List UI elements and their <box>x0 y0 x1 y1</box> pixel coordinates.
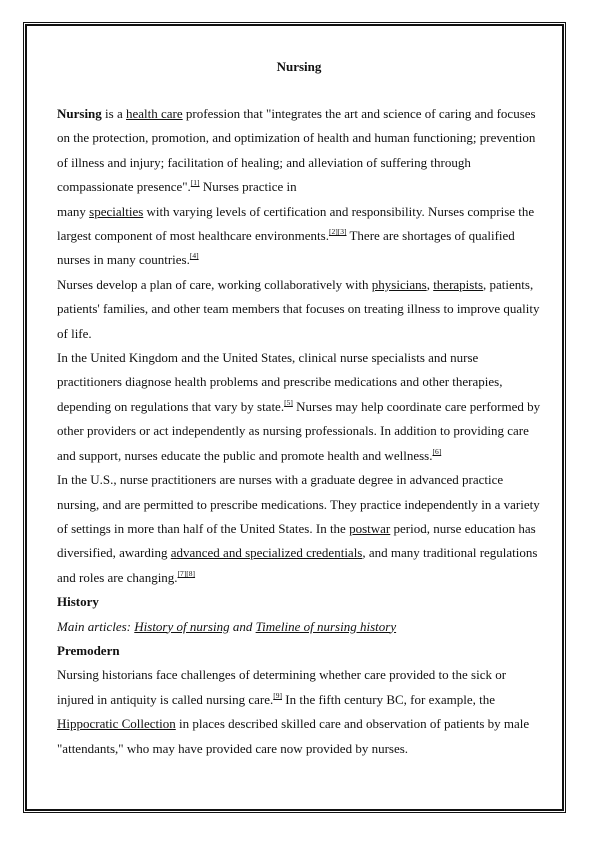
citation-9[interactable]: [9] <box>273 690 282 700</box>
link-history-of-nursing[interactable]: History of nursing <box>134 618 230 634</box>
term-nursing: Nursing <box>57 106 102 121</box>
citation-1[interactable]: [1] <box>190 178 200 188</box>
heading-premodern: Premodern <box>57 642 120 658</box>
link-physicians[interactable]: physicians <box>371 276 427 292</box>
citation-6[interactable]: [6] <box>432 446 442 456</box>
link-hippocratic-collection[interactable]: Hippocratic Collection <box>57 716 176 732</box>
document-body <box>57 55 541 761</box>
document-title: Nursing <box>276 59 322 74</box>
link-specialties[interactable]: specialties <box>89 203 144 219</box>
paragraph-premodern: Nursing historians face challenges of determining whether care provided to the sick or injured in antiquity is called nursing care.[9] In the fifth century BC, for example, the Hippocratic Collection in places described skilled care and observation of patients by male "attendants," who may have provided care now provided by nurses. <box>57 667 530 756</box>
paragraph-care-plan: Nurses develop a plan of care, working collaboratively with physicians, therapists, patients, patients' families, and other team members that focuses on treating illness to improve quality of life. <box>57 276 540 341</box>
citation-2-3[interactable]: [2][3] <box>328 227 347 237</box>
main-articles-note: Main articles: History of nursing and Timeline of nursing history <box>57 618 397 634</box>
heading-history: History <box>57 594 99 610</box>
citation-7-8[interactable]: [7][8] <box>177 568 196 578</box>
link-therapists[interactable]: therapists <box>433 276 484 292</box>
link-postwar[interactable]: postwar <box>349 520 391 536</box>
link-advanced-credentials[interactable]: advanced and specialized credentials <box>170 545 363 561</box>
citation-5[interactable]: [5] <box>284 397 293 407</box>
paragraph-intro: Nursing is a health care profession that "integrates the art and science of caring and focuses on the protection, promotion, and optimization of health and human functioning; prevention of illness and injury; facilitation of healing; and alleviation of suffering through compassionate presence".[1] Nurses practice in many specialties with varying levels of certification and responsibility. Nurses comprise the largest component of most healthcare environments.[2][3] There are shortages of qualified nurses in many countries.[4] <box>57 106 536 268</box>
link-health-care[interactable]: health care <box>126 106 183 121</box>
citation-4[interactable]: [4] <box>189 251 199 261</box>
paragraph-nurse-practitioners: In the U.S., nurse practitioners are nurses with a graduate degree in advanced practice nursing, and are permitted to prescribe medications. They practice independently in a variety of settings in more than half of the United States. In the postwar period, nurse education has diversified, awarding advanced and specialized credentials, and many traditional regulations and roles are changing.[7][8] <box>57 472 540 585</box>
paragraph-uk-us: In the United Kingdom and the United States, clinical nurse specialists and nurse practitioners diagnose health problems and prescribe medications and other therapies, depending on regulations that vary by state.[5] Nurses may help coordinate care performed by other providers or act independently as nursing professionals. In addition to providing care and support, nurses educate the public and promote health and wellness.[6] <box>57 350 541 463</box>
link-timeline-nursing-history[interactable]: Timeline of nursing history <box>255 618 397 634</box>
